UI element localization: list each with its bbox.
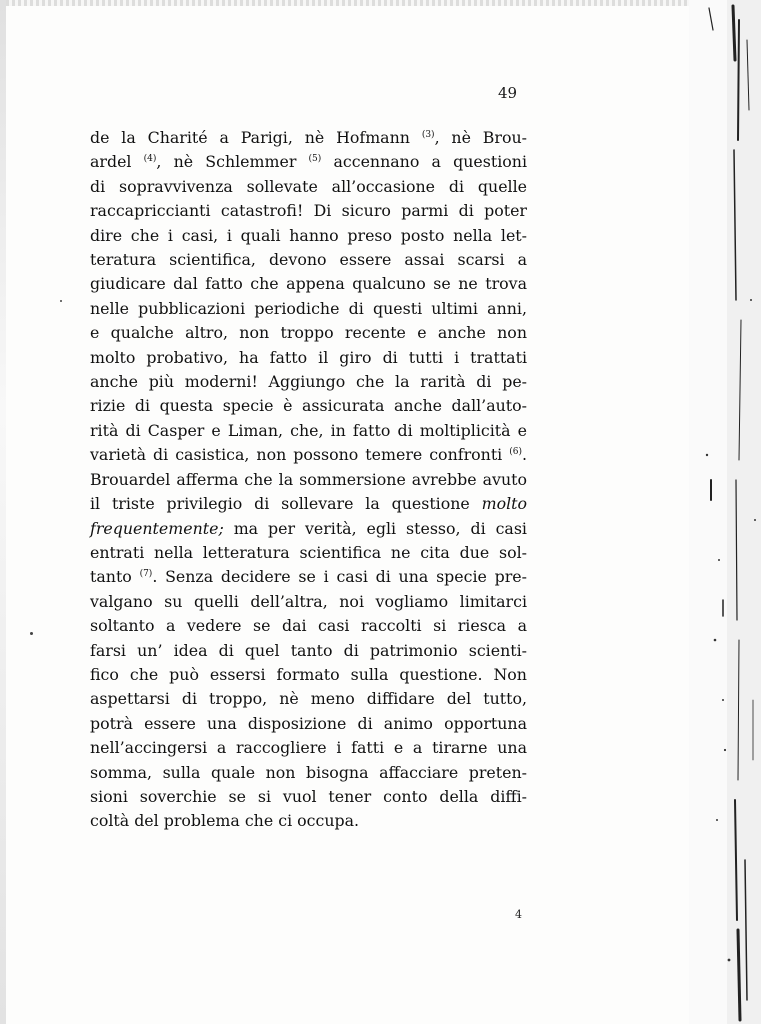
printer-signature-mark: 4 bbox=[515, 908, 522, 921]
page-top-edge bbox=[0, 0, 761, 6]
body-paragraph bbox=[90, 126, 527, 834]
text-line: il triste privilegio di sollevare la questione molto bbox=[90, 494, 527, 514]
text-line: raccapriccianti catastrofi! Di sicuro parmi di poter bbox=[90, 201, 527, 221]
footnote-ref: (6) bbox=[509, 447, 522, 458]
text-line: nell’accingersi a raccogliere i fatti e a tirarne una bbox=[90, 738, 527, 758]
text-line: dire che i casi, i quali hanno preso posto nella let- bbox=[90, 225, 527, 245]
text-line: potrà essere una disposizione di animo opportuna bbox=[90, 713, 527, 733]
text-line: molto probativo, ha fatto il giro di tutti i trattati bbox=[90, 347, 527, 367]
text-line: soltanto a vedere se dai casi raccolti si riesca a bbox=[90, 616, 527, 636]
text-line: rizie di questa specie è assicurata anche dall’auto- bbox=[90, 396, 527, 416]
italic-text: frequentemente; bbox=[90, 518, 224, 538]
footnote-ref: (5) bbox=[308, 154, 322, 165]
italic-text: molto bbox=[481, 494, 527, 514]
book-binding-edge bbox=[689, 0, 761, 1024]
text-line: anche più moderni! Aggiungo che la rarità di pe- bbox=[90, 372, 527, 392]
text-line: Brouardel afferma che la sommersione avrebbe avuto bbox=[90, 469, 527, 489]
page-number: 49 bbox=[498, 84, 518, 102]
text-line: varietà di casistica, non possono temere confronti $^{(6)}$. bbox=[90, 445, 527, 465]
footnote-ref: (4) bbox=[143, 154, 157, 165]
text-line: ardel $^{(4)}$, nè Schlemmer $^{(5)}$ accennano a questioni bbox=[90, 152, 527, 172]
text-line: e qualche altro, non troppo recente e anche non bbox=[90, 323, 527, 343]
text-line: aspettarsi di troppo, nè meno diffidare del tutto, bbox=[90, 689, 527, 709]
ink-speck bbox=[60, 300, 62, 302]
text-line: frequentemente; ma per verità, egli stesso, di casi bbox=[90, 518, 527, 538]
text-line: nelle pubblicazioni periodiche di questi ultimi anni, bbox=[90, 298, 527, 318]
text-line: di sopravvivenza sollevate all’occasione di quelle bbox=[90, 176, 527, 196]
text-line: fico che può essersi formato sulla questione. Non bbox=[90, 664, 527, 684]
text-line: valgano su quelli dell’altra, noi vogliamo limitarci bbox=[90, 591, 527, 611]
text-line: sioni soverchie se si vuol tener conto della diffi- bbox=[90, 786, 527, 806]
binding-shadow-graphic bbox=[689, 0, 761, 1024]
text-line: somma, sulla quale non bisogna affacciare preten- bbox=[90, 762, 527, 782]
footnote-ref: (7) bbox=[139, 569, 153, 580]
text-line: de la Charité a Parigi, nè Hofmann $^{(3)}$, nè Brou- bbox=[90, 128, 527, 147]
text-line: entrati nella letteratura scientifica ne cita due sol- bbox=[90, 542, 527, 562]
footnote-ref: (3) bbox=[421, 130, 435, 140]
text-line: giudicare dal fatto che appena qualcuno se ne trova bbox=[90, 274, 527, 294]
text-line: farsi un’ idea di quel tanto di patrimonio scienti- bbox=[90, 640, 527, 660]
text-line: tanto $^{(7)}$. Senza decidere se i casi di una specie pre- bbox=[90, 567, 527, 587]
ink-speck bbox=[30, 632, 33, 635]
text-line: rità di Casper e Liman, che, in fatto di moltiplicità e bbox=[90, 420, 527, 440]
text-line: teratura scientifica, devono essere assai scarsi a bbox=[90, 250, 527, 270]
page-left-edge bbox=[0, 0, 6, 1024]
text-line: coltà del problema che ci occupa. bbox=[90, 811, 360, 831]
